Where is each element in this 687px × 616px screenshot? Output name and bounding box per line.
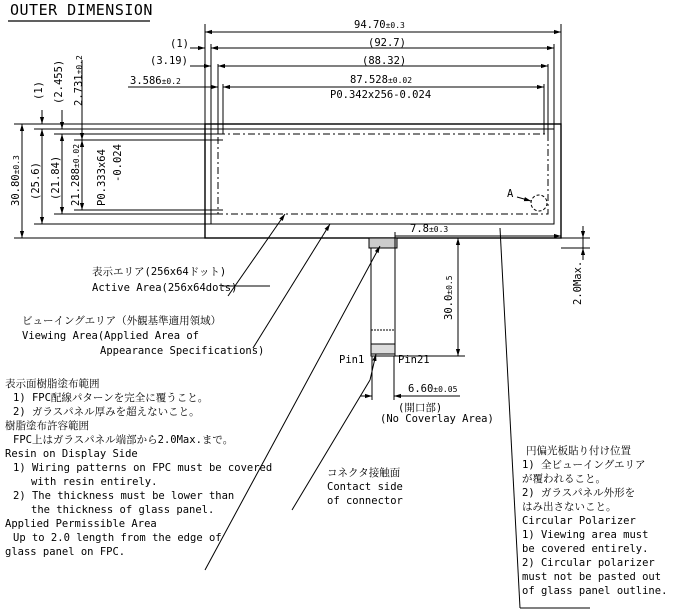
glass-panel-outline <box>205 124 561 238</box>
detail-a-circle <box>531 195 547 211</box>
polarizer-note <box>522 444 667 598</box>
contact-line: Contact side <box>327 481 403 493</box>
resin-line: 2) ガラスパネル厚みを超えないこと。 <box>13 406 200 418</box>
fpc-contact-pads <box>371 344 395 354</box>
polarizer-line: が覆われること。 <box>522 473 606 485</box>
pitch-v-dim: P0.333x64 <box>96 149 108 206</box>
pitch-h-dim: P0.342x256-0.024 <box>330 89 432 101</box>
dot-area-height-dim: 21.288±0.02 <box>70 143 82 206</box>
contact-line: コネクタ接触面 <box>327 467 401 479</box>
active-area <box>218 134 548 214</box>
resin-line: the thickness of glass panel. <box>31 504 215 516</box>
resin-max-dim: 2.0Max. <box>572 260 584 305</box>
fpc-connector-pads <box>369 238 397 248</box>
opening-width-dim: 6.60±0.05 <box>408 383 458 395</box>
resin-line: 2) The thickness must be lower than <box>13 490 235 502</box>
top-offset-2-dim: (2.455) <box>53 59 65 104</box>
polarizer-line: 1) Viewing area must <box>522 529 649 541</box>
resin-line: FPC上はガラスパネル端部から2.0Max.まで。 <box>13 434 234 446</box>
polarizer-line: 円偏光板貼り付け位置 <box>526 445 631 457</box>
polarizer-line: 1) 全ビューイングエリア <box>522 459 646 471</box>
viewing-area-note-en2: Appearance Specifications) <box>100 345 265 357</box>
active-left-dim: 3.586±0.2 <box>130 75 181 87</box>
fpc-length-dim: 30.0±0.5 <box>443 275 455 320</box>
top-offset-3-dim: 2.731±0.2 <box>73 55 85 106</box>
resin-line: 樹脂塗布許容範囲 <box>5 420 89 432</box>
polarizer-line: be covered entirely. <box>522 543 649 555</box>
page-title: OUTER DIMENSION <box>10 1 153 19</box>
polarizer-line: Circular Polarizer <box>522 515 636 527</box>
polarizer-line: 2) Circular polarizer <box>522 557 655 569</box>
top-offset-1-dim: (1) <box>33 81 45 100</box>
overall-height-dim: 30.80±0.3 <box>10 155 22 206</box>
left-offset-2-dim: (3.19) <box>150 55 188 67</box>
detail-a-label: A <box>507 188 514 200</box>
viewing-width-dim: (92.7) <box>368 37 406 49</box>
polarizer-line: 2) ガラスパネル外形を <box>522 487 636 499</box>
resin-line: 1) FPC配線パターンを完全に覆うこと。 <box>13 392 209 404</box>
active-height-dim: (21.84) <box>50 155 62 200</box>
polarizer-line: はみ出さないこと。 <box>522 501 617 513</box>
polarizer-line: must not be pasted out <box>522 571 662 583</box>
pin21-label: Pin21 <box>398 354 430 366</box>
active-width-dim: (88.32) <box>362 55 407 67</box>
active-area-note-en: Active Area(256x64dots) <box>92 282 238 294</box>
pitch-v-dim-2: -0.024 <box>112 144 124 182</box>
dot-area-width-dim: 87.528±0.02 <box>350 74 413 86</box>
connector-offset-dim: 7.8±0.3 <box>410 223 449 235</box>
overall-width-dim: 94.70±0.3 <box>354 19 405 31</box>
viewing-area-note-en1: Viewing Area(Applied Area of <box>22 330 200 342</box>
resin-line: 表示面樹脂塗布範囲 <box>5 378 100 390</box>
polarizer-line: of glass panel outline. <box>522 585 668 597</box>
opening-label-jp: (開口部) <box>398 402 443 414</box>
viewing-height-dim: (25.6) <box>30 162 42 200</box>
resin-line: Resin on Display Side <box>5 448 138 460</box>
resin-line: glass panel on FPC. <box>5 546 126 558</box>
viewing-area <box>211 129 554 224</box>
left-offset-1-dim: (1) <box>170 38 189 50</box>
pin1-label: Pin1 <box>339 354 365 366</box>
opening-label-en: (No Coverlay Area) <box>380 413 494 425</box>
resin-note <box>5 377 273 559</box>
active-area-note-jp: 表示エリア(256x64ドット) <box>92 266 227 278</box>
resin-line: with resin entirely. <box>31 476 158 488</box>
resin-line: 1) Wiring patterns on FPC must be covered <box>13 462 273 474</box>
contact-note <box>327 466 403 508</box>
contact-line: of connector <box>327 495 403 507</box>
viewing-area-note-jp: ビューイングエリア（外観基準適用領域） <box>22 315 222 327</box>
resin-line: Applied Permissible Area <box>5 518 157 530</box>
resin-line: Up to 2.0 length from the edge of <box>13 532 222 544</box>
